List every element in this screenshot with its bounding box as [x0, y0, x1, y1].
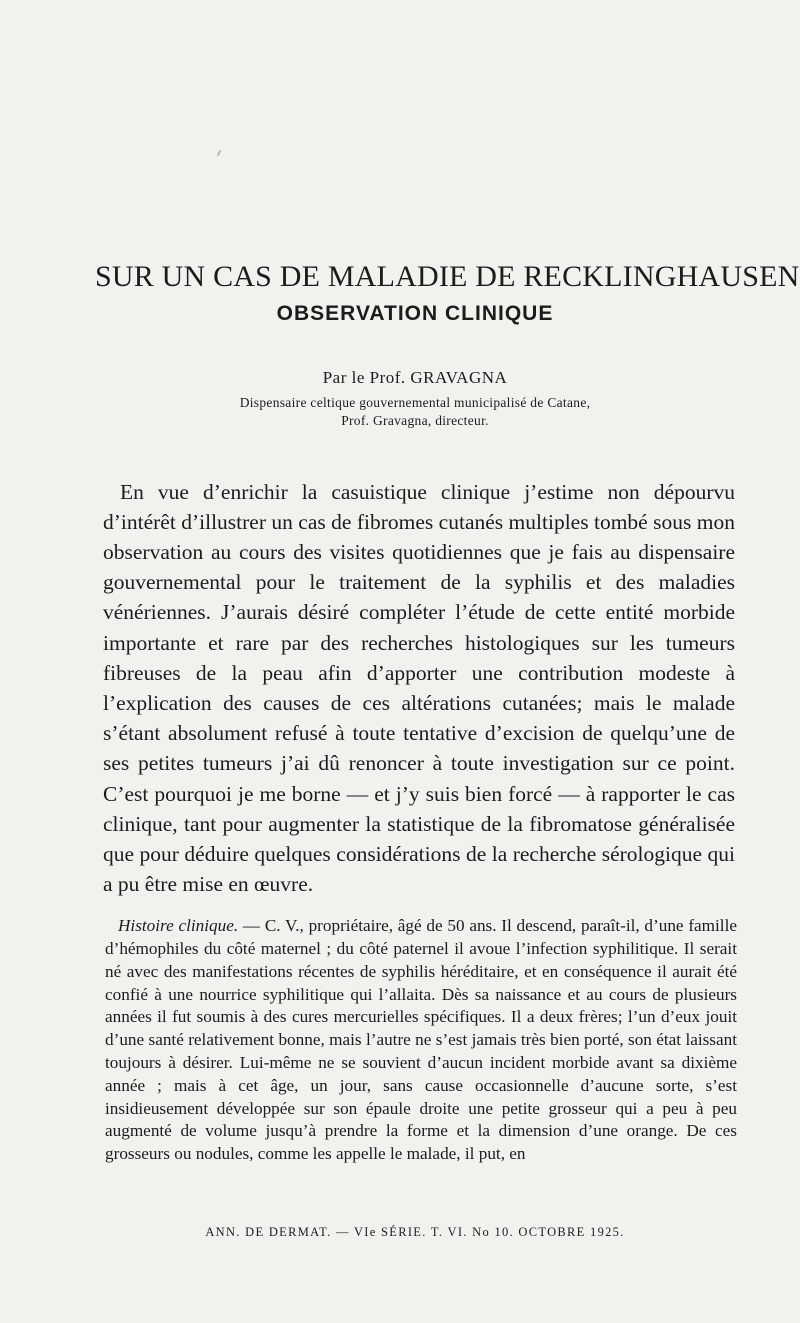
clinical-history-paragraph: [105, 915, 737, 1166]
journal-footer: ANN. DE DERMAT. — VIe SÉRIE. T. VI. No 10. OCTOBRE 1925.: [205, 1225, 625, 1239]
author-byline: Par le Prof. GRAVAGNA: [322, 368, 508, 387]
article-subtitle: OBSERVATION CLINIQUE: [276, 302, 554, 325]
author-affiliation-director: Prof. Gravagna, directeur.: [341, 413, 489, 428]
page-speck: [217, 150, 221, 156]
intro-paragraph: En vue d’enrichir la casuistique clinique j’estime non dépourvu d’intérêt d’illustrer un cas de fibromes cutanés multiples tombé sous mon observation au cours des visites quotidiennes que je fais au dispensaire gouvernemental pour le traitement de la syphilis et des maladies vénériennes. J’aurais désiré compléter l’étude de cette entité morbide importante et rare par des recherches histologiques sur les tumeurs fibreuses de la peau afin d’apporter une contribution modeste à l’explication des causes de ces altérations cutanées; mais le malade s’étant absolument refusé à toute tentative d’excision de quelqu’une de ses petites tumeurs j’ai dû renoncer à toute investigation sur ce point. C’est pourquoi je me borne — et j’y suis bien forcé — à rapporter le cas clinique, tant pour augmenter la statistique de la fibromatose généralisée que pour déduire quelques considérations de la recherche sérologique qui a pu être mise en œuvre.: [103, 479, 735, 897]
author-affiliation: Dispensaire celtique gouvernemental municipalisé de Catane,: [239, 395, 591, 410]
clinical-history-text: — C. V., propriétaire, âgé de 50 ans. Il descend, paraît-il, d’une famille d’hémophiles du côté maternel ; du côté paternel il avoue l’infection syphilitique. Il serait né avec des manifestations récentes de syphilis héréditaire, et en conséquence il aurait été confié à une nourrice syphilitique qui l’allaita. Dès sa naissance et au cours de plusieurs années il fut soumis à des cures mercurielles spécifiques. Il a deux frères; l’un d’eux jouit d’une santé relativement bonne, mais l’autre ne s’est jamais très bien porté, son état laissant toujours à désirer. Lui-même ne se souvient d’aucun incident morbide avant sa dixième année ; mais à cet âge, un jour, sans cause occasionnelle d’aucune sorte, s’est insidieusement développée sur son épaule droite une petite grosseur qui a peu à peu augmenté de volume jusqu’à prendre la forme et la dimension d’une orange. De ces grosseurs ou nodules, comme les appelle le malade, il put, en: [105, 916, 737, 1164]
clinical-history-heading: Histoire clinique.: [118, 916, 239, 936]
article-title: SUR UN CAS DE MALADIE DE RECKLINGHAUSEN: [95, 260, 800, 294]
